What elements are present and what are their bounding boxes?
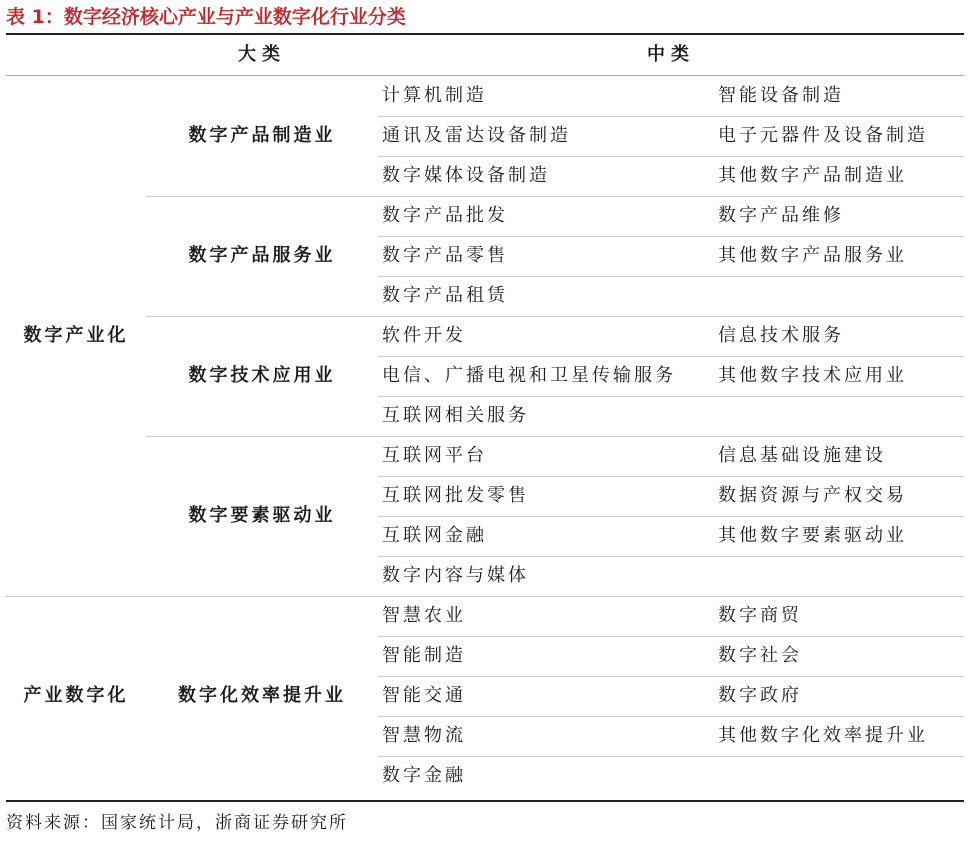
source-note: 资料来源：国家统计局，浙商证券研究所: [6, 813, 348, 833]
table-row: [378, 676, 964, 716]
table-row: [378, 716, 964, 756]
middle-category-cell: 数字产品零售: [382, 245, 508, 266]
middle-category-cell: 数字产品租赁: [382, 285, 508, 306]
header-middle-category: 中类: [647, 44, 695, 65]
middle-category-cell: 电信、广播电视和卫星传输服务: [382, 365, 676, 386]
middle-category-cell: 数字社会: [718, 645, 802, 666]
table-row: [378, 196, 964, 236]
table-row: [378, 116, 964, 156]
middle-category-cell: 数字媒体设备制造: [382, 165, 550, 186]
table-bottom-rule: [6, 800, 964, 802]
middle-category-cell: 智能制造: [382, 645, 466, 666]
middle-category-cell: 数字政府: [718, 685, 802, 706]
middle-category-cell: 智慧物流: [382, 725, 466, 746]
middle-category-cell: 互联网相关服务: [382, 405, 529, 426]
middle-category-cell: 智慧农业: [382, 605, 466, 626]
middle-category-cell: 互联网金融: [382, 525, 487, 546]
middle-category-cell: 数字产品维修: [718, 205, 844, 226]
major-category-label: 数字产品制造业: [188, 125, 336, 146]
middle-category-cell: 数字内容与媒体: [382, 565, 529, 586]
middle-category-cell: 其他数字产品制造业: [718, 165, 907, 186]
major-category-label: 数字产品服务业: [188, 245, 336, 266]
major-category-label: 数字技术应用业: [188, 365, 336, 386]
middle-category-cell: 软件开发: [382, 325, 466, 346]
middle-category-cell: 数字金融: [382, 765, 466, 786]
table-row: [378, 276, 964, 316]
middle-category-cell: 通讯及雷达设备制造: [382, 125, 571, 146]
middle-category-cell: 数字产品批发: [382, 205, 508, 226]
middle-category-cell: 计算机制造: [382, 85, 487, 106]
table-row: [378, 756, 964, 796]
middle-category-cell: 信息基础设施建设: [718, 445, 886, 466]
middle-category-cell: 智能设备制造: [718, 85, 844, 106]
table-row: [378, 476, 964, 516]
table-row: [378, 596, 964, 636]
table-row: [378, 396, 964, 436]
table-top-rule: [6, 33, 964, 35]
table-row: [378, 556, 964, 596]
table-row: [378, 156, 964, 196]
group-label: 数字产业化: [23, 325, 129, 346]
table-row: [378, 236, 964, 276]
table-row: [378, 316, 964, 356]
middle-category-cell: 互联网平台: [382, 445, 487, 466]
middle-category-cell: 智能交通: [382, 685, 466, 706]
major-category-label: 数字要素驱动业: [188, 505, 336, 526]
table-row: [378, 356, 964, 396]
major-category-label: 数字化效率提升业: [178, 685, 346, 706]
table-row: [378, 76, 964, 116]
group-label: 产业数字化: [23, 685, 129, 706]
table-row: [378, 516, 964, 556]
middle-category-cell: 互联网批发零售: [382, 485, 529, 506]
header-major-category: 大类: [238, 44, 286, 65]
middle-category-cell: 电子元器件及设备制造: [718, 125, 928, 146]
middle-category-cell: 其他数字技术应用业: [718, 365, 907, 386]
table-title: 表 1：数字经济核心产业与产业数字化行业分类: [6, 6, 406, 28]
middle-category-cell: 其他数字化效率提升业: [718, 725, 928, 746]
middle-category-cell: 其他数字要素驱动业: [718, 525, 907, 546]
table-row: [378, 636, 964, 676]
middle-category-cell: 信息技术服务: [718, 325, 844, 346]
middle-category-cell: 其他数字产品服务业: [718, 245, 907, 266]
table-row: [378, 436, 964, 476]
middle-category-cell: 数据资源与产权交易: [718, 485, 907, 506]
middle-category-cell: 数字商贸: [718, 605, 802, 626]
